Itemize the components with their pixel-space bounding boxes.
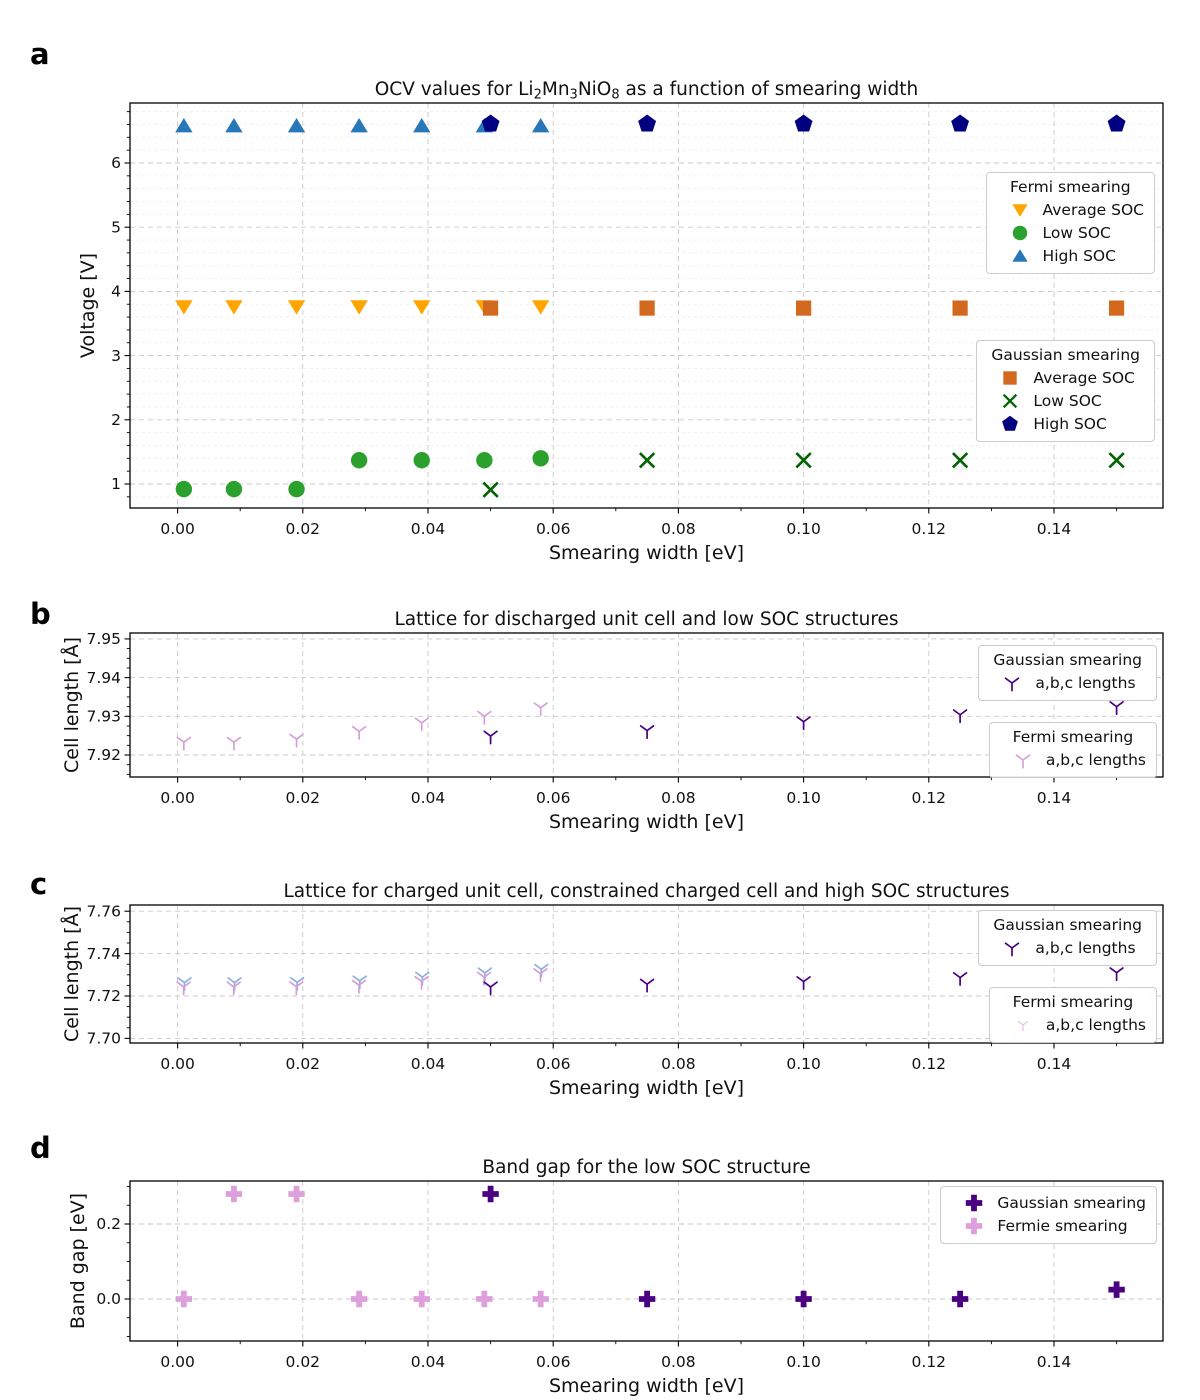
legend-item-label: High SOC xyxy=(1033,414,1107,433)
tri-down-marker xyxy=(1016,755,1029,767)
plus-legend-icon xyxy=(961,1216,987,1236)
legend-item xyxy=(1000,1013,1146,1036)
y-tick-label: 7.94 xyxy=(86,668,121,687)
x-tick-label: 0.08 xyxy=(661,1353,696,1371)
y-tick-label: 0.0 xyxy=(96,1290,121,1309)
triangle-up-marker xyxy=(1012,249,1027,262)
x-axis-label: Smearing width [eV] xyxy=(548,811,745,833)
fermi-average-soc-marker xyxy=(532,300,549,314)
legend-panel-a-1 xyxy=(986,172,1155,274)
pentagon-marker xyxy=(1003,415,1019,430)
triangle-up-legend-icon xyxy=(1007,246,1033,266)
x-tick-label: 0.12 xyxy=(911,789,947,807)
gaussian-average-soc-marker xyxy=(953,300,968,315)
gaussian-average-soc-marker xyxy=(1109,300,1124,315)
gaussian-smearing-band-gap-marker xyxy=(482,1186,498,1202)
fermi-low-soc-marker xyxy=(226,481,242,497)
fermie-smearing-band-gap-marker xyxy=(532,1291,548,1307)
x-tick-label: 0.08 xyxy=(661,789,696,807)
y-tick-label: 7.93 xyxy=(86,707,121,726)
x-tick-label: 0.10 xyxy=(786,1055,821,1073)
x-tick-label: 0.10 xyxy=(786,789,821,807)
x-tick-label: 0.12 xyxy=(911,1055,947,1073)
gaussian-smearing-band-gap-marker xyxy=(795,1291,811,1307)
fermi-low-soc-marker xyxy=(176,481,192,497)
fermi-low-soc-marker xyxy=(532,450,548,466)
x-tick-label: 0.08 xyxy=(661,1055,696,1073)
panel-label-a: a xyxy=(30,37,50,71)
fermi-abc-lengths-marker xyxy=(290,734,303,746)
y-axis-label: Cell length [Å] xyxy=(61,637,83,773)
square-legend-icon xyxy=(997,368,1023,388)
legend-item xyxy=(987,412,1144,435)
legend-title: Fermi smearing xyxy=(1012,993,1134,1011)
gaussian-smearing-band-gap-marker xyxy=(1108,1281,1124,1297)
x-tick-label: 0.00 xyxy=(160,789,195,807)
x-tick-label: 0.06 xyxy=(535,1055,571,1073)
legend-item-label: Average SOC xyxy=(1042,200,1144,219)
fermi-abc-lengths-marker xyxy=(415,718,428,730)
x-tick-label: 0.02 xyxy=(285,520,321,538)
gaussian-abc-lengths-marker xyxy=(954,710,967,722)
fermi-high-soc-marker xyxy=(225,118,242,132)
legend-item xyxy=(997,221,1144,244)
gaussian-abc-lengths-marker xyxy=(641,979,654,991)
panel-a-title: OCV values for Li2Mn3NiO8 as a function of smearing width xyxy=(374,79,919,103)
legend-item xyxy=(1000,748,1146,771)
legend-item xyxy=(989,936,1146,959)
fermi-abc-lengths-marker xyxy=(353,976,367,993)
y-tick-label: 4 xyxy=(111,282,121,301)
fermie-smearing-band-gap-marker xyxy=(226,1186,242,1202)
fermi-abc-lengths-marker xyxy=(478,712,491,724)
gaussian-low-soc-marker xyxy=(1109,453,1123,467)
plus-marker xyxy=(966,1194,982,1210)
circle-legend-icon xyxy=(1007,223,1033,243)
legend-item xyxy=(951,1191,1146,1214)
gaussian-high-soc-marker xyxy=(795,114,813,131)
legend-item-label: Low SOC xyxy=(1042,223,1111,242)
y-axis-label: Voltage [V] xyxy=(77,252,99,359)
x-tick-label: 0.02 xyxy=(285,1353,321,1371)
plus-marker xyxy=(966,1217,982,1233)
x-tick-label: 0.06 xyxy=(535,520,571,538)
fermi-abc-lengths-marker xyxy=(415,972,429,989)
fermi-abc-lengths-marker xyxy=(227,978,241,995)
gaussian-low-soc-marker xyxy=(640,453,654,467)
legend-item-label: Fermie smearing xyxy=(997,1216,1128,1235)
panel-b-title: Lattice for discharged unit cell and low SOC structures xyxy=(394,609,899,630)
legend-title: Fermi smearing xyxy=(1012,728,1134,746)
y-tick-label: 0.2 xyxy=(96,1215,121,1234)
x-tick-label: 0.14 xyxy=(1036,1055,1072,1073)
fermi-abc-lengths-marker xyxy=(534,965,548,982)
legend-panel-a-2 xyxy=(976,340,1155,442)
legend-item xyxy=(997,198,1144,221)
legend-item-label: a,b,c lengths xyxy=(1035,673,1136,692)
y-tick-label: 7.92 xyxy=(86,746,121,765)
legend-panel-d-1 xyxy=(940,1186,1157,1244)
x-tick-label: 0.00 xyxy=(160,520,195,538)
fermi-abc-lengths-marker xyxy=(177,738,190,750)
x-axis-label: Smearing width [eV] xyxy=(548,1375,745,1397)
y-tick-label: 7.70 xyxy=(86,1029,121,1048)
legend-item-label: Low SOC xyxy=(1033,391,1102,410)
tri-down-marker xyxy=(1018,1021,1027,1030)
legend-item-label: Average SOC xyxy=(1033,368,1135,387)
tri-down-small-legend-icon xyxy=(1010,1015,1036,1035)
x-tick-label: 0.02 xyxy=(285,1055,321,1073)
gaussian-average-soc-marker xyxy=(640,300,655,315)
x-tick-label: 0.06 xyxy=(535,1353,571,1371)
gaussian-average-soc-marker xyxy=(483,300,498,315)
plus-legend-icon xyxy=(961,1193,987,1213)
legend-panel-c-2 xyxy=(989,987,1157,1043)
x-tick-label: 0.10 xyxy=(786,520,821,538)
gaussian-low-soc-marker xyxy=(483,483,497,497)
gaussian-abc-lengths-marker xyxy=(954,973,967,985)
x-tick-label: 0.12 xyxy=(911,520,947,538)
fermi-low-soc-marker xyxy=(414,452,430,468)
gaussian-abc-lengths-marker xyxy=(1110,702,1123,714)
panel-d-title: Band gap for the low SOC structure xyxy=(482,1157,811,1178)
tri-down-marker xyxy=(1006,943,1019,955)
gaussian-abc-lengths-marker xyxy=(1110,968,1123,980)
x-tick-label: 0.10 xyxy=(786,1353,821,1371)
x-tick-label: 0.14 xyxy=(1036,520,1072,538)
fermi-average-soc-marker xyxy=(225,300,242,314)
panel-a xyxy=(77,79,1163,564)
y-tick-label: 5 xyxy=(111,218,121,237)
x-legend-icon xyxy=(997,391,1023,411)
legend-panel-c-1 xyxy=(978,910,1157,966)
fermi-high-soc-marker xyxy=(350,118,367,132)
legend-item xyxy=(987,389,1144,412)
fermi-abc-lengths-marker xyxy=(177,978,191,995)
x-tick-label: 0.00 xyxy=(160,1353,195,1371)
y-tick-label: 6 xyxy=(111,154,121,173)
gaussian-abc-lengths-marker xyxy=(484,731,497,743)
fermi-abc-lengths-marker xyxy=(290,978,304,995)
x-axis-label: Smearing width [eV] xyxy=(548,542,745,564)
gaussian-average-soc-marker xyxy=(796,300,811,315)
legend-item-label: a,b,c lengths xyxy=(1035,938,1136,957)
panel-b xyxy=(60,609,1163,833)
square-marker xyxy=(1004,371,1017,384)
legend-item xyxy=(997,244,1144,267)
fermie-smearing-band-gap-marker xyxy=(476,1291,492,1307)
legend-panel-b-1 xyxy=(978,645,1157,701)
fermie-smearing-band-gap-marker xyxy=(288,1186,304,1202)
fermi-abc-lengths-marker xyxy=(353,727,366,739)
legend-item xyxy=(987,366,1144,389)
triangle-down-legend-icon xyxy=(1007,200,1033,220)
gaussian-smearing-band-gap-marker xyxy=(639,1291,655,1307)
tri-down-legend-icon xyxy=(999,673,1025,693)
y-axis-label: Band gap [eV] xyxy=(67,1192,89,1330)
gaussian-low-soc-marker xyxy=(953,453,967,467)
legend-title: Gaussian smearing xyxy=(991,346,1140,364)
y-tick-label: 7.76 xyxy=(86,902,121,921)
gaussian-high-soc-marker xyxy=(482,114,500,131)
fermie-smearing-band-gap-marker xyxy=(351,1291,367,1307)
gaussian-abc-lengths-marker xyxy=(484,982,497,994)
fermie-smearing-band-gap-marker xyxy=(176,1291,192,1307)
x-tick-label: 0.14 xyxy=(1036,1353,1072,1371)
x-tick-label: 0.04 xyxy=(410,520,446,538)
fermi-low-soc-marker xyxy=(476,452,492,468)
panel-c-title: Lattice for charged unit cell, constrained charged cell and high SOC structures xyxy=(283,881,1010,902)
gaussian-high-soc-marker xyxy=(638,114,656,131)
panel-label-d: d xyxy=(30,1131,51,1165)
x-axis-label: Smearing width [eV] xyxy=(548,1077,745,1099)
panel-label-c: c xyxy=(30,867,48,901)
y-tick-label: 7.95 xyxy=(86,630,121,649)
fermi-low-soc-marker xyxy=(351,452,367,468)
tri-down-small-marker xyxy=(1018,1021,1027,1030)
x-tick-label: 0.00 xyxy=(160,1055,195,1073)
triangle-down-marker xyxy=(1012,204,1027,217)
x-marker xyxy=(1004,394,1017,407)
legend-item-label: a,b,c lengths xyxy=(1045,1015,1146,1034)
y-tick-label: 1 xyxy=(111,475,121,494)
legend-title: Fermi smearing xyxy=(1009,178,1131,196)
gaussian-high-soc-marker xyxy=(951,114,969,131)
fermi-abc-lengths-marker xyxy=(534,703,547,715)
x-tick-label: 0.04 xyxy=(410,1353,446,1371)
circle-marker xyxy=(1012,225,1026,239)
gaussian-smearing-band-gap-marker xyxy=(952,1291,968,1307)
x-tick-label: 0.08 xyxy=(661,520,696,538)
fermi-low-soc-marker xyxy=(288,481,304,497)
tri-down-marker xyxy=(1006,678,1019,690)
tri-down-legend-icon xyxy=(999,938,1025,958)
legend-item-label: High SOC xyxy=(1042,246,1116,265)
legend-item xyxy=(989,671,1146,694)
x-tick-label: 0.12 xyxy=(911,1353,947,1371)
y-tick-label: 2 xyxy=(111,411,121,429)
x-tick-label: 0.14 xyxy=(1036,789,1072,807)
legend-item-label: Gaussian smearing xyxy=(997,1193,1146,1212)
gaussian-abc-lengths-marker xyxy=(641,726,654,738)
fermi-average-soc-marker xyxy=(350,300,367,314)
legend-panel-b-2 xyxy=(989,722,1157,778)
gaussian-high-soc-marker xyxy=(1108,114,1126,131)
fermi-high-soc-marker xyxy=(532,118,549,132)
y-axis-label: Cell length [Å] xyxy=(61,906,83,1042)
y-tick-label: 7.74 xyxy=(86,944,121,963)
x-tick-label: 0.04 xyxy=(410,789,446,807)
legend-title: Gaussian smearing xyxy=(993,916,1142,934)
legend-title: Gaussian smearing xyxy=(993,651,1142,669)
x-tick-label: 0.06 xyxy=(535,789,571,807)
legend-item-label: a,b,c lengths xyxy=(1045,750,1146,769)
panel-label-b: b xyxy=(30,597,51,631)
pentagon-legend-icon xyxy=(997,414,1023,434)
x-tick-label: 0.02 xyxy=(285,789,321,807)
x-tick-label: 0.04 xyxy=(410,1055,446,1073)
y-tick-label: 3 xyxy=(111,346,121,365)
y-tick-label: 7.72 xyxy=(86,987,121,1006)
tri-down-legend-icon xyxy=(1010,750,1036,770)
legend-item xyxy=(951,1214,1146,1237)
fermi-abc-lengths-marker xyxy=(228,738,241,750)
fermie-smearing-band-gap-marker xyxy=(414,1291,430,1307)
